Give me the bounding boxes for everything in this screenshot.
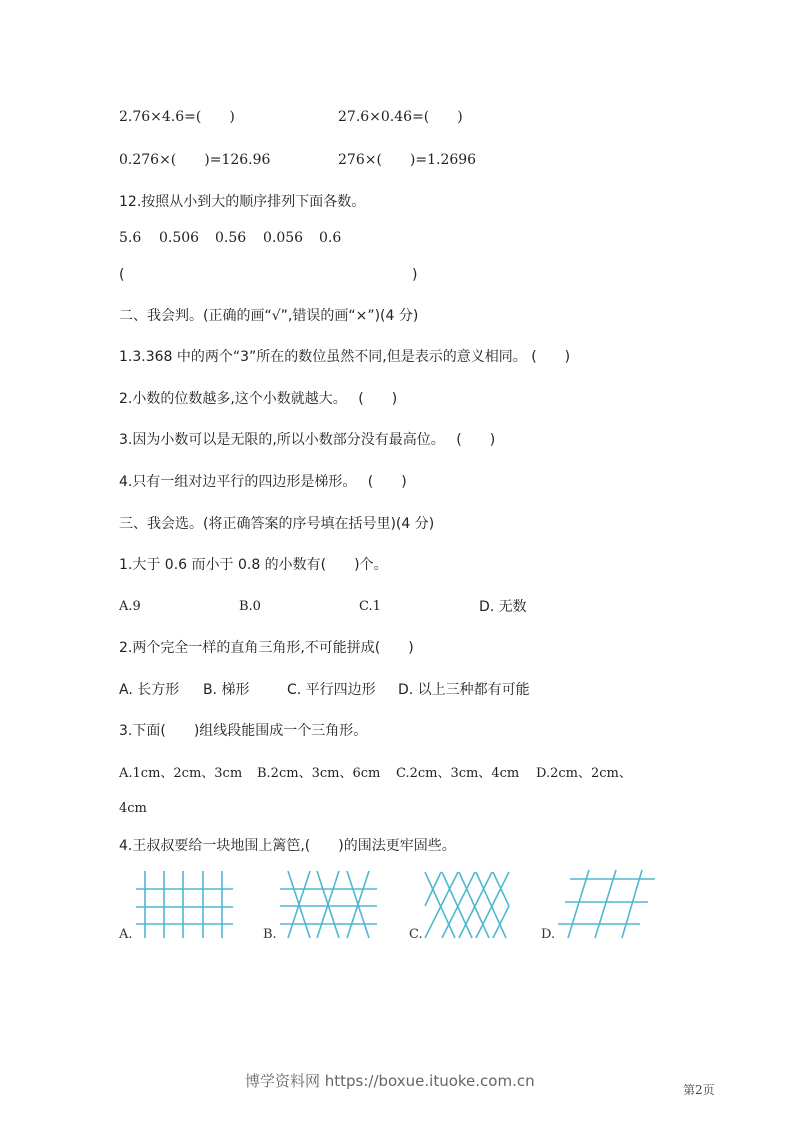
q12-answer-open: ( xyxy=(119,267,125,283)
choice-q3: 3.下面( )组线段能围成一个三角形。 xyxy=(119,723,368,739)
section2-heading: 二、我会判。(正确的画“√”,错误的画“×”)(4 分) xyxy=(119,308,419,324)
choice-q3-option-a: A.1cm、2cm、3cm xyxy=(119,766,243,781)
choice-q2-option-d: D. 以上三种都有可能 xyxy=(398,682,530,698)
choice-q2-option-b: B. 梯形 xyxy=(203,682,250,698)
watermark-footer: 博学资料网 https://boxue.ituoke.com.cn xyxy=(245,1072,535,1090)
fence-label-d: D. xyxy=(541,927,556,942)
choice-q1-option-a: A.9 xyxy=(119,599,141,614)
equation-2: 27.6×0.46=( ) xyxy=(338,109,463,125)
equation-1: 2.76×4.6=( ) xyxy=(119,109,235,125)
fence-label-c: C. xyxy=(409,927,423,942)
choice-q4: 4.王叔叔要给一块地围上篱笆,( )的围法更牢固些。 xyxy=(119,838,456,854)
equation-3: 0.276×( )=126.96 xyxy=(119,152,271,168)
choice-q1-option-c: C.1 xyxy=(359,599,381,614)
equation-4: 276×( )=1.2696 xyxy=(338,152,477,168)
q12-number-1: 5.6 xyxy=(119,230,142,246)
fence-label-a: A. xyxy=(119,927,133,942)
q12-number-3: 0.56 xyxy=(215,230,247,246)
choice-q1-option-d: D. 无数 xyxy=(479,599,527,615)
choice-q3-option-d: D.2cm、2cm、 xyxy=(536,766,632,781)
fence-label-b: B. xyxy=(263,927,277,942)
judge-item-2: 2.小数的位数越多,这个小数就越大。 ( ) xyxy=(119,391,398,407)
choice-q3-option-c: C.2cm、3cm、4cm xyxy=(396,766,520,781)
choice-q2: 2.两个完全一样的直角三角形,不可能拼成( ) xyxy=(119,640,414,656)
page-number: 第2页 xyxy=(683,1083,715,1097)
q12-answer-close: ) xyxy=(412,267,418,283)
q12-number-2: 0.506 xyxy=(159,230,200,246)
choice-q2-option-c: C. 平行四边形 xyxy=(287,682,376,698)
judge-item-4: 4.只有一组对边平行的四边形是梯形。 ( ) xyxy=(119,474,407,490)
section3-heading: 三、我会选。(将正确答案的序号填在括号里)(4 分) xyxy=(119,516,435,532)
q12-number-5: 0.6 xyxy=(319,230,342,246)
q12-title: 12.按照从小到大的顺序排列下面各数。 xyxy=(119,194,366,210)
q12-number-4: 0.056 xyxy=(263,230,304,246)
choice-q3-option-b: B.2cm、3cm、6cm xyxy=(257,766,381,781)
choice-q2-option-a: A. 长方形 xyxy=(119,682,180,698)
choice-q1-option-b: B.0 xyxy=(239,599,261,614)
choice-q3-option-d-wrap: 4cm xyxy=(119,801,147,816)
judge-item-1: 1.3.368 中的两个“3”所在的数位虽然不同,但是表示的意义相同。 ( ) xyxy=(119,349,571,365)
judge-item-3: 3.因为小数可以是无限的,所以小数部分没有最高位。 ( ) xyxy=(119,432,496,448)
choice-q1: 1.大于 0.6 而小于 0.8 的小数有( )个。 xyxy=(119,557,388,573)
